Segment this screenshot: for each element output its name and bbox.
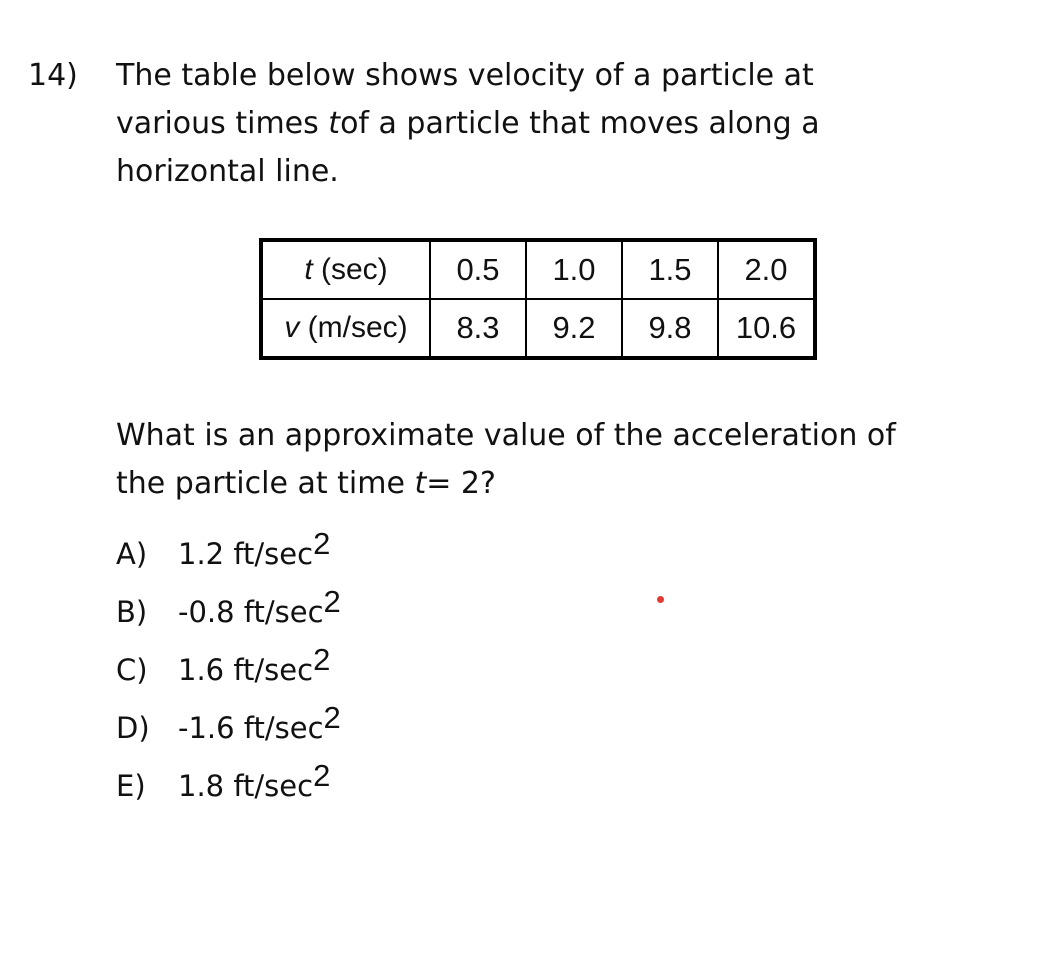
choice-a[interactable] bbox=[116, 525, 341, 583]
query-line-1: What is an approximate value of the acceleration of bbox=[116, 418, 896, 453]
table-cell: 1.5 bbox=[622, 240, 718, 299]
table-row-time bbox=[261, 240, 815, 299]
table-cell: 9.8 bbox=[622, 299, 718, 358]
prompt-line-2-end: of a particle that moves along a bbox=[340, 106, 820, 141]
question-query bbox=[116, 412, 996, 508]
choice-text: 1.6 ft/sec bbox=[178, 653, 314, 687]
table-cell: 10.6 bbox=[718, 299, 815, 358]
table-cell: 0.5 bbox=[430, 240, 526, 299]
table-header-time bbox=[261, 240, 430, 299]
choice-letter: D) bbox=[116, 711, 150, 745]
table-cell: 2.0 bbox=[718, 240, 815, 299]
choice-letter: E) bbox=[116, 769, 146, 803]
annotation-dot bbox=[657, 596, 664, 603]
query-line-2-end: = 2? bbox=[426, 466, 496, 501]
choice-exponent: 2 bbox=[313, 758, 331, 793]
header-var-t: t bbox=[304, 253, 313, 286]
choice-exponent: 2 bbox=[313, 526, 331, 561]
prompt-line-2 bbox=[116, 100, 996, 148]
question-prompt bbox=[116, 52, 996, 196]
question-number: 14) bbox=[28, 58, 78, 93]
choice-text: 1.8 ft/sec bbox=[178, 769, 314, 803]
choice-d[interactable] bbox=[116, 699, 341, 757]
choice-c[interactable] bbox=[116, 641, 341, 699]
query-variable-t: t bbox=[414, 466, 427, 501]
query-line-2-start: the particle at time bbox=[116, 466, 405, 501]
choice-text: -1.6 ft/sec bbox=[178, 711, 324, 745]
choice-exponent: 2 bbox=[323, 700, 341, 735]
choice-e[interactable] bbox=[116, 757, 341, 815]
table-cell: 1.0 bbox=[526, 240, 622, 299]
velocity-table bbox=[259, 238, 817, 360]
choice-text: 1.2 ft/sec bbox=[178, 537, 314, 571]
choice-letter: A) bbox=[116, 537, 148, 571]
prompt-line-1: The table below shows velocity of a particle at bbox=[116, 58, 814, 93]
query-line-2 bbox=[116, 460, 996, 508]
choice-letter: B) bbox=[116, 595, 148, 629]
table-cell: 9.2 bbox=[526, 299, 622, 358]
answer-choices bbox=[116, 525, 341, 815]
table-row-velocity bbox=[261, 299, 815, 358]
choice-letter: C) bbox=[116, 653, 148, 687]
choice-b[interactable] bbox=[116, 583, 341, 641]
header-var-v: v bbox=[284, 311, 300, 344]
prompt-line-2-start: various times bbox=[116, 106, 319, 141]
choice-exponent: 2 bbox=[323, 584, 341, 619]
header-unit-msec: (m/sec) bbox=[307, 311, 408, 344]
header-unit-sec: (sec) bbox=[321, 253, 388, 286]
prompt-variable-t: t bbox=[328, 106, 341, 141]
choice-exponent: 2 bbox=[313, 642, 331, 677]
table-cell: 8.3 bbox=[430, 299, 526, 358]
table-header-velocity bbox=[261, 299, 430, 358]
choice-text: -0.8 ft/sec bbox=[178, 595, 324, 629]
prompt-line-3: horizontal line. bbox=[116, 154, 339, 189]
